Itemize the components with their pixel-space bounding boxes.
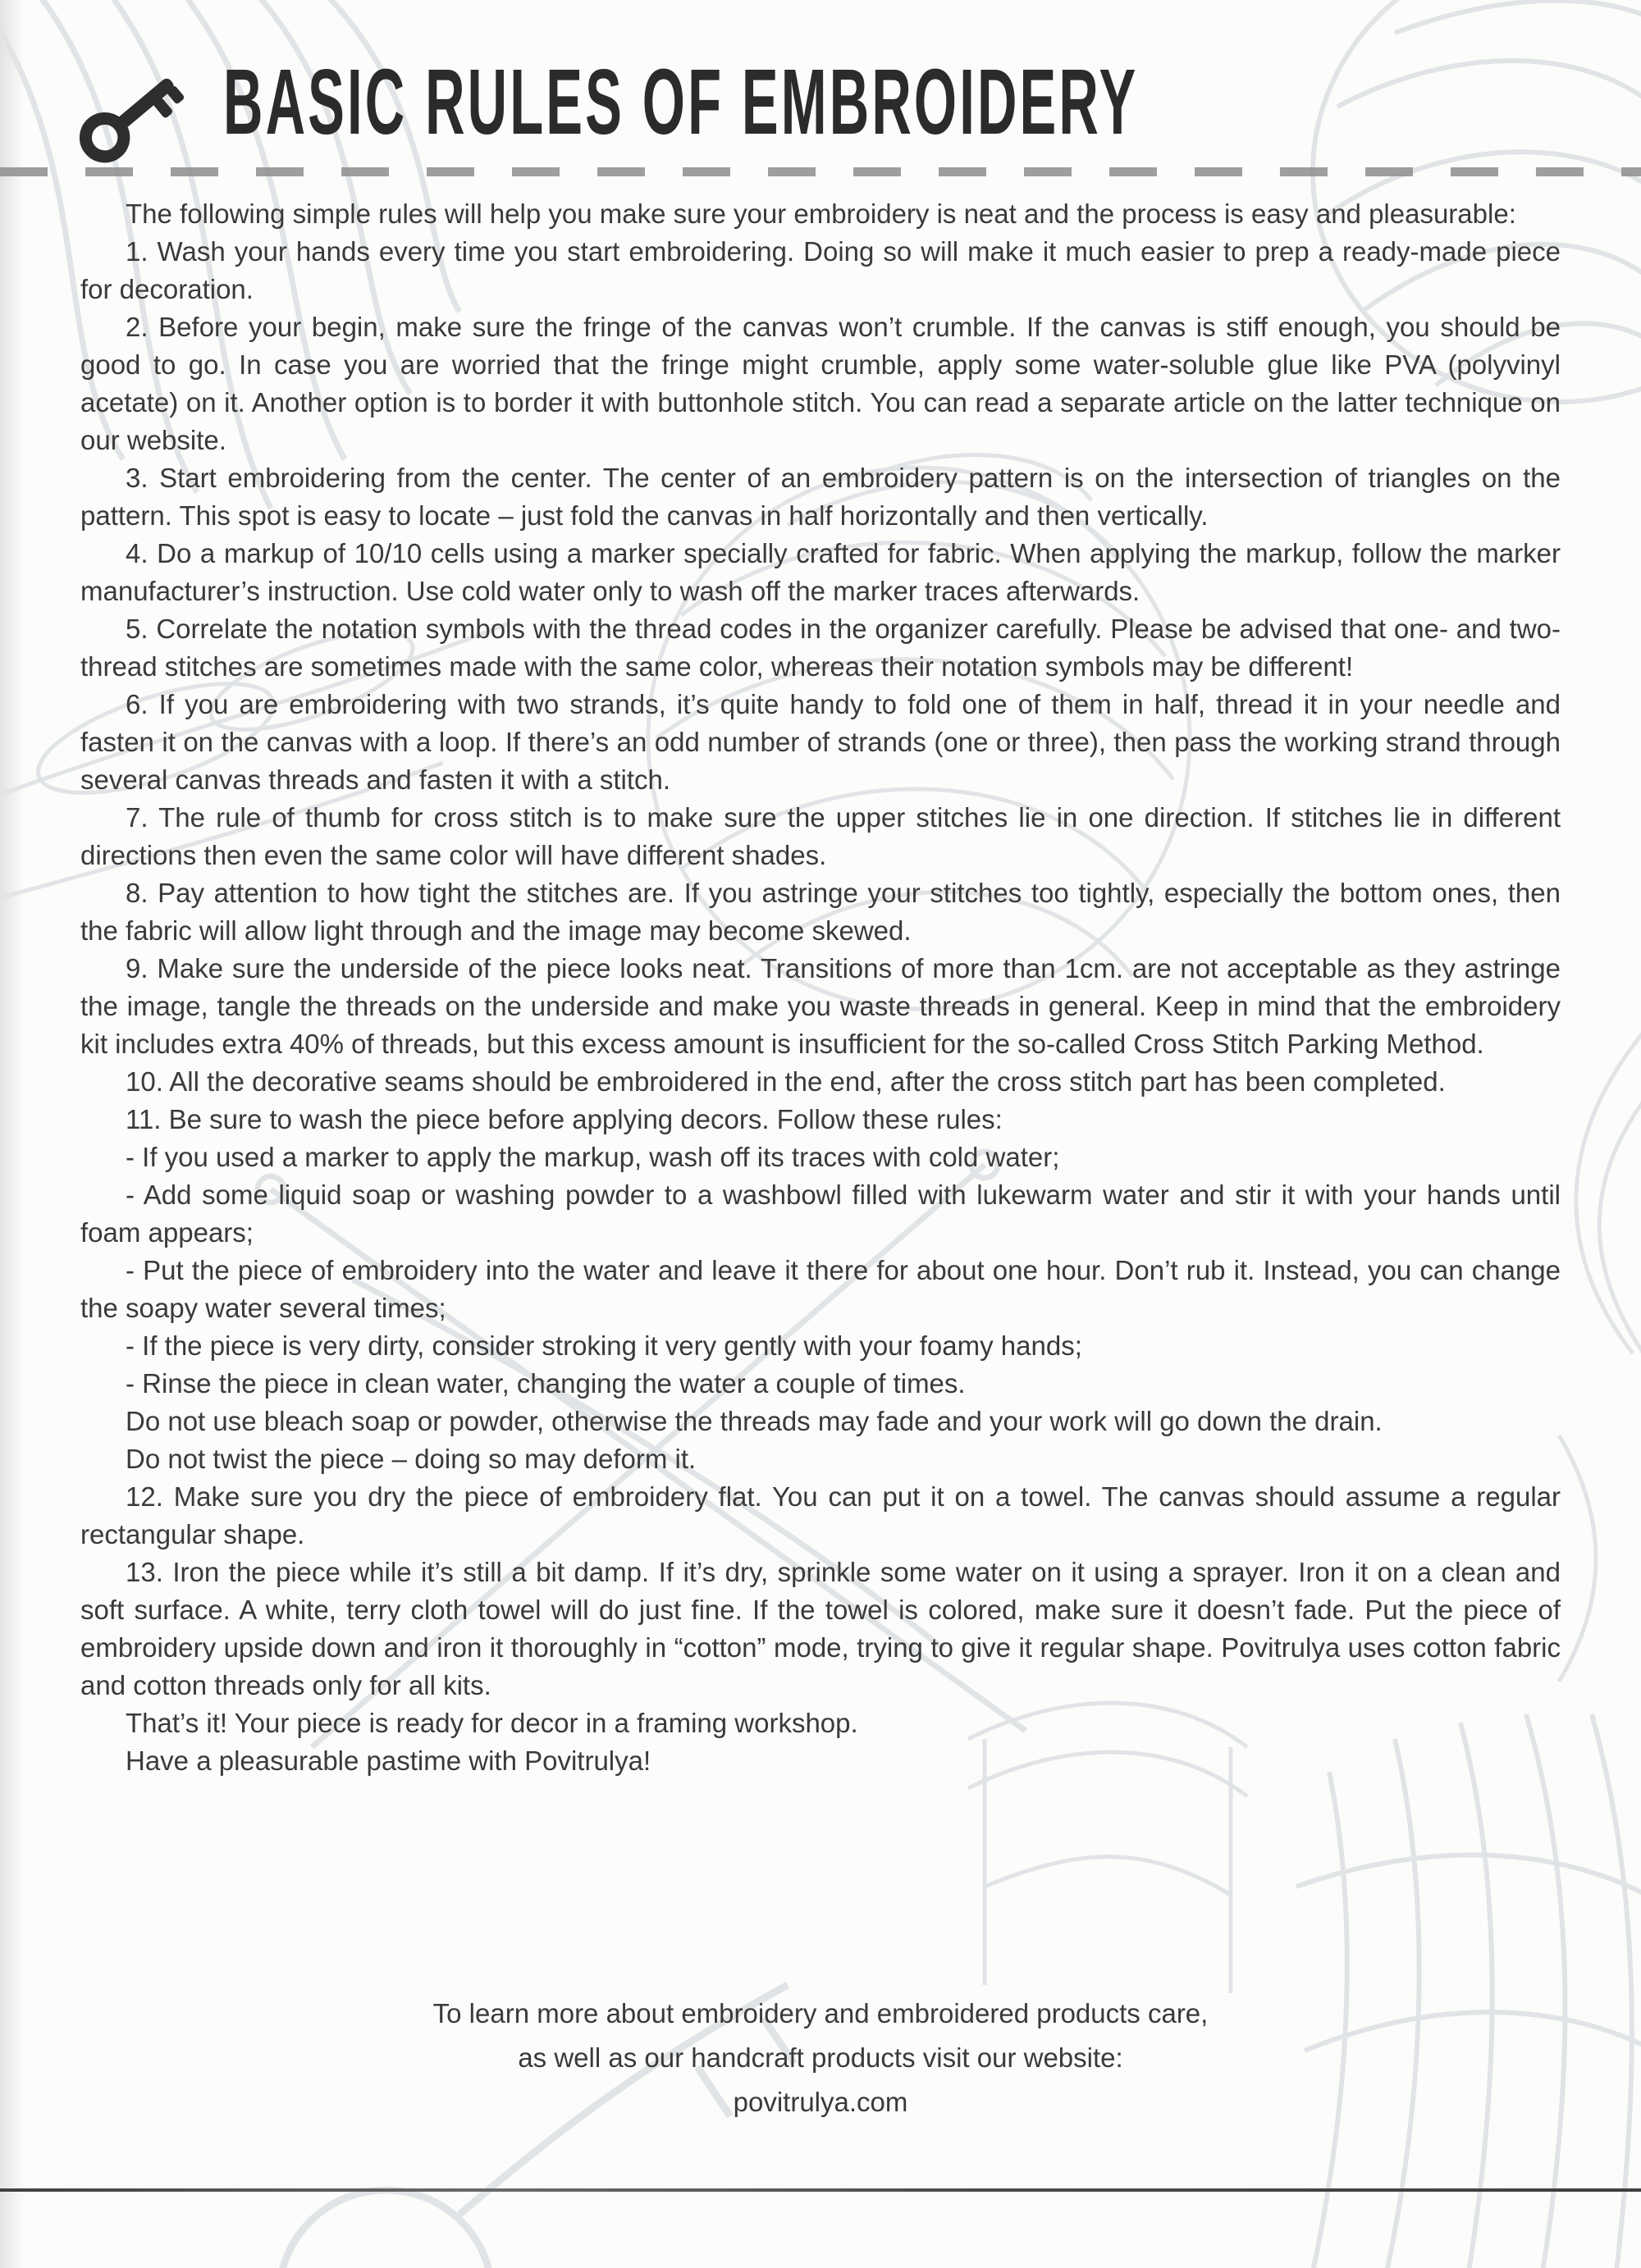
paragraph-closing-1: That’s it! Your piece is ready for decor in a framing workshop.: [126, 1708, 858, 1738]
paragraph-rule-7: 7. The rule of thumb for cross stitch is to make sure the upper stitches lie in one direction. If stitches lie in different directions then even the same color will have different shades.: [80, 802, 1561, 870]
paragraph-rule-2: 2. Before your begin, make sure the fringe of the canvas won’t crumble. If the canvas is stiff enough, you should be good to go. In case you are worried that the fringe might crumble, apply some water-soluble glue like PVA (polyvinyl acetate) on it. Another option is to border it with buttonhole stitch. You can read a separate article on the latter technique on our website.: [80, 312, 1561, 455]
key-icon: [54, 41, 202, 164]
page-header: [54, 41, 1396, 164]
paragraph-closing-2: Have a pleasurable pastime with Povitrulya!: [126, 1745, 651, 1776]
paragraph-rule-4: 4. Do a markup of 10/10 cells using a marker specially crafted for fabric. When applying the markup, follow the marker manufacturer’s instruction. Use cold water only to wash off the marker traces afterwards.: [80, 538, 1561, 606]
paragraph-note-twist: Do not twist the piece – doing so may deform it.: [126, 1444, 697, 1474]
paragraph-rule-11-bullet-3: - Put the piece of embroidery into the water and leave it there for about one hour. Don’t rub it. Instead, you can change the soapy water several times;: [80, 1255, 1561, 1323]
footer-note: [0, 1992, 1641, 2124]
footer-website: povitrulya.com: [733, 2087, 908, 2117]
paragraph-rule-8: 8. Pay attention to how tight the stitches are. If you astringe your stitches too tightly, especially the bottom ones, then the fabric will allow light through and the image may become skewed.: [80, 878, 1561, 946]
paragraph-rule-6: 6. If you are embroidering with two strands, it’s quite handy to fold one of them in half, thread it in your needle and fasten it on the canvas with a loop. If there’s an odd number of strands (one or three), then pass the working strand through several canvas threads and fasten it with a stitch.: [80, 689, 1561, 795]
paragraph-rule-11: 11. Be sure to wash the piece before applying decors. Follow these rules:: [126, 1104, 1003, 1134]
paragraph-rule-11-bullet-4: - If the piece is very dirty, consider stroking it very gently with your foamy hands;: [126, 1330, 1082, 1361]
page-title: BASIC RULES OF EMBROIDERY: [223, 49, 1139, 154]
paragraph-intro: The following simple rules will help you make sure your embroidery is neat and the process is easy and pleasurable:: [126, 199, 1516, 229]
paragraph-rule-5: 5. Correlate the notation symbols with the thread codes in the organizer carefully. Please be advised that one- and two-thread stitches are sometimes made with the same color, whereas their notation symbols may be different!: [80, 614, 1561, 682]
footer-line-1: To learn more about embroidery and embroidered products care,: [432, 1998, 1209, 2028]
paragraph-rule-3: 3. Start embroidering from the center. The center of an embroidery pattern is on the intersection of triangles on the pattern. This spot is easy to locate – just fold the canvas in half horizontally and then vertically.: [80, 463, 1561, 531]
paragraph-rule-11-bullet-2: - Add some liquid soap or washing powder to a washbowl filled with lukewarm water and stir it with your hands until foam appears;: [80, 1180, 1561, 1248]
paragraph-rule-1: 1. Wash your hands every time you start embroidering. Doing so will make it much easier to prep a ready-made piece for decoration.: [80, 236, 1561, 304]
paragraph-rule-12: 12. Make sure you dry the piece of embroidery flat. You can put it on a towel. The canvas should assume a regular rectangular shape.: [80, 1481, 1561, 1549]
footer-line-2: as well as our handcraft products visit our website:: [518, 2042, 1123, 2073]
scan-bottom-line: [0, 2188, 1641, 2192]
paragraph-rule-10: 10. All the decorative seams should be embroidered in the end, after the cross stitch part has been completed.: [126, 1066, 1446, 1097]
paragraph-rule-13: 13. Iron the piece while it’s still a bit damp. If it’s dry, sprinkle some water on it using a sprayer. Iron it on a clean and soft surface. A white, terry cloth towel will do just fine. If the towel is colored, make sure it doesn’t fade. Put the piece of embroidery upside down and iron it thoroughly in “cotton” mode, trying to give it regular shape. Povitrulya uses cotton fabric and cotton threads only for all kits.: [80, 1557, 1561, 1700]
rules-text: [0, 195, 1641, 1780]
dashed-divider: [0, 167, 1641, 176]
paragraph-rule-9: 9. Make sure the underside of the piece looks neat. Transitions of more than 1cm. are not acceptable as they astringe the image, tangle the threads on the underside and make you waste threads in general. Keep in mind that the embroidery kit includes extra 40% of threads, but this excess amount is insufficient for the so-called Cross Stitch Parking Method.: [80, 953, 1561, 1059]
paragraph-rule-11-bullet-1: - If you used a marker to apply the markup, wash off its traces with cold water;: [126, 1142, 1060, 1172]
paragraph-rule-11-bullet-5: - Rinse the piece in clean water, changing the water a couple of times.: [126, 1368, 966, 1399]
paragraph-note-bleach: Do not use bleach soap or powder, otherwise the threads may fade and your work will go down the drain.: [126, 1406, 1383, 1436]
